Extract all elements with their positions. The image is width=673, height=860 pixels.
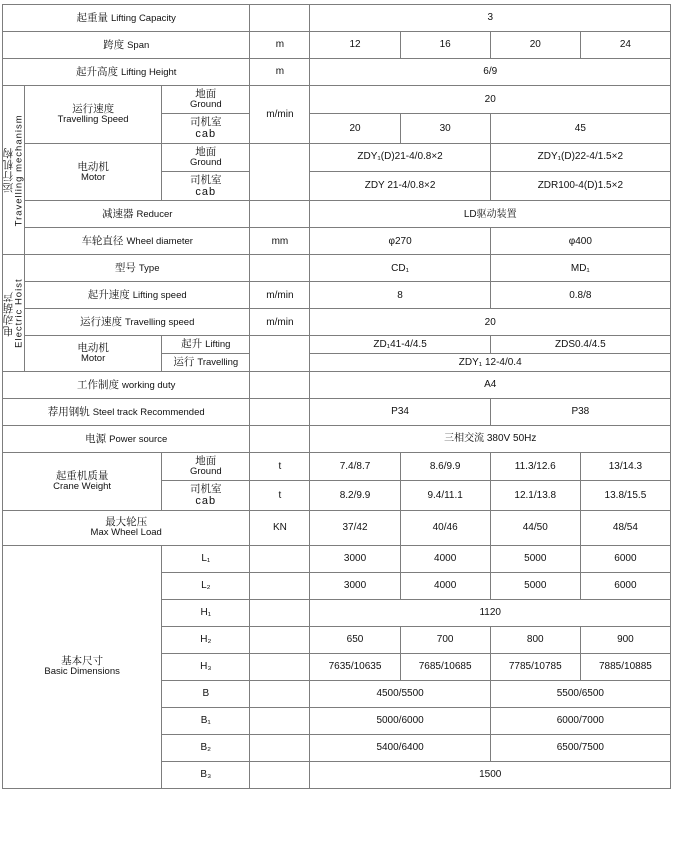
value-power-source: 三相交流 380V 50Hz	[310, 426, 671, 453]
value-hoist-travelling-speed: 20	[310, 309, 671, 336]
value-steel-track-a: P34	[310, 399, 490, 426]
value-reducer: LD驱动装置	[310, 201, 671, 228]
row-label-max-wheel-load: 最大轮压 Max Wheel Load	[3, 510, 250, 545]
sub-label-hoist-motor-lifting: 起升 Lifting	[162, 336, 250, 354]
sub-label-travelling-speed-cab: 司机室 cab	[162, 113, 250, 143]
group-label-hoist-motor: 电动机 Motor	[25, 336, 162, 372]
value-crane-weight-cab-20: 12.1/13.8	[490, 481, 580, 511]
dim-label-H3: H₃	[162, 653, 250, 680]
unit-working-duty	[250, 372, 310, 399]
value-L1-20: 5000	[490, 545, 580, 572]
row-label-lifting-height: 起升高度 Lifting Height	[3, 59, 250, 86]
table-row	[3, 255, 671, 282]
unit-lifting-height: m	[250, 59, 310, 86]
value-H2-12: 650	[310, 626, 400, 653]
table-row	[3, 372, 671, 399]
side-group-basic-dimensions: 基本尺寸 Basic Dimensions	[3, 545, 162, 788]
value-B1-b: 6000/7000	[490, 707, 670, 734]
group-label-travelling-speed: 运行速度 Travelling Speed	[25, 86, 162, 144]
sub-label-travelling-speed-ground: 地面 Ground	[162, 86, 250, 114]
value-travelling-speed-cab-16: 30	[400, 113, 490, 143]
value-travel-motor-ground-a: ZDY₁(D)21-4/0.8×2	[310, 143, 490, 171]
side-group-travelling-mechanism: 运行机构 Travelling mechanism	[3, 86, 25, 255]
value-H2-24: 900	[580, 626, 670, 653]
value-wheel-diameter-a: φ270	[310, 228, 490, 255]
row-label-hoist-type: 型号 Type	[25, 255, 250, 282]
unit-lifting-capacity	[250, 5, 310, 32]
value-travelling-speed-ground: 20	[310, 86, 671, 114]
dim-label-B3: B₃	[162, 761, 250, 788]
value-crane-weight-ground-12: 7.4/8.7	[310, 453, 400, 481]
value-travelling-speed-cab-12: 20	[310, 113, 400, 143]
value-hoist-motor-travelling: ZDY₁ 12-4/0.4	[310, 354, 671, 372]
unit-power-source	[250, 426, 310, 453]
unit-hoist-type	[250, 255, 310, 282]
value-travel-motor-ground-b: ZDY₁(D)22-4/1.5×2	[490, 143, 670, 171]
unit-crane-weight-ground: t	[250, 453, 310, 481]
value-L1-16: 4000	[400, 545, 490, 572]
value-hoist-lifting-speed-a: 8	[310, 282, 490, 309]
unit-dim-B	[250, 680, 310, 707]
value-L2-20: 5000	[490, 572, 580, 599]
value-max-wheel-load-20: 44/50	[490, 510, 580, 545]
value-B2-b: 6500/7500	[490, 734, 670, 761]
value-B-b: 5500/6500	[490, 680, 670, 707]
value-L1-24: 6000	[580, 545, 670, 572]
unit-dim-L1	[250, 545, 310, 572]
group-label-travel-motor: 电动机 Motor	[25, 143, 162, 201]
value-B2-a: 5400/6400	[310, 734, 490, 761]
unit-wheel-diameter: mm	[250, 228, 310, 255]
value-crane-weight-ground-20: 11.3/12.6	[490, 453, 580, 481]
value-steel-track-b: P38	[490, 399, 670, 426]
value-hoist-motor-lifting-b: ZDS0.4/4.5	[490, 336, 670, 354]
value-B-a: 4500/5500	[310, 680, 490, 707]
value-span-20: 20	[490, 32, 580, 59]
value-B1-a: 5000/6000	[310, 707, 490, 734]
crane-specification-table	[2, 4, 671, 789]
value-wheel-diameter-b: φ400	[490, 228, 670, 255]
row-label-steel-track: 荐用钢轨 Steel track Recommended	[3, 399, 250, 426]
table-row	[3, 5, 671, 32]
sub-label-crane-weight-ground: 地面 Ground	[162, 453, 250, 481]
unit-reducer	[250, 201, 310, 228]
value-crane-weight-cab-16: 9.4/11.1	[400, 481, 490, 511]
dim-label-H2: H₂	[162, 626, 250, 653]
row-label-lifting-capacity: 起重量 Lifting Capacity	[3, 5, 250, 32]
value-crane-weight-cab-24: 13.8/15.5	[580, 481, 670, 511]
unit-dim-H3	[250, 653, 310, 680]
value-span-24: 24	[580, 32, 670, 59]
table-row	[3, 32, 671, 59]
unit-span: m	[250, 32, 310, 59]
table-row	[3, 399, 671, 426]
sub-label-hoist-motor-travelling: 运行 Travelling	[162, 354, 250, 372]
sub-label-crane-weight-cab: 司机室 cab	[162, 481, 250, 511]
table-row	[3, 426, 671, 453]
value-H3-12: 7635/10635	[310, 653, 400, 680]
row-label-reducer: 减速器 Reducer	[25, 201, 250, 228]
unit-travel-motor	[250, 143, 310, 201]
table-row	[3, 453, 671, 481]
sub-label-travel-motor-ground: 地面 Ground	[162, 143, 250, 171]
table-row	[3, 336, 671, 354]
unit-dim-B3	[250, 761, 310, 788]
value-span-16: 16	[400, 32, 490, 59]
value-travel-motor-cab-a: ZDY 21-4/0.8×2	[310, 171, 490, 201]
unit-hoist-motor	[250, 336, 310, 372]
value-span-12: 12	[310, 32, 400, 59]
value-H2-16: 700	[400, 626, 490, 653]
dim-label-L1: L₁	[162, 545, 250, 572]
value-hoist-type-a: CD₁	[310, 255, 490, 282]
value-max-wheel-load-24: 48/54	[580, 510, 670, 545]
dim-label-H1: H₁	[162, 599, 250, 626]
group-label-crane-weight: 起重机质量 Crane Weight	[3, 453, 162, 511]
value-B3: 1500	[310, 761, 671, 788]
table-row	[3, 86, 671, 114]
value-crane-weight-ground-24: 13/14.3	[580, 453, 670, 481]
value-max-wheel-load-16: 40/46	[400, 510, 490, 545]
unit-dim-B2	[250, 734, 310, 761]
unit-steel-track	[250, 399, 310, 426]
unit-dim-B1	[250, 707, 310, 734]
value-hoist-lifting-speed-b: 0.8/8	[490, 282, 670, 309]
row-label-span: 跨度 Span	[3, 32, 250, 59]
dim-label-B2: B₂	[162, 734, 250, 761]
table-row	[3, 201, 671, 228]
value-max-wheel-load-12: 37/42	[310, 510, 400, 545]
table-row	[3, 510, 671, 545]
unit-max-wheel-load: KN	[250, 510, 310, 545]
value-L2-16: 4000	[400, 572, 490, 599]
value-lifting-capacity: 3	[310, 5, 671, 32]
value-L1-12: 3000	[310, 545, 400, 572]
dim-label-B1: B₁	[162, 707, 250, 734]
value-crane-weight-ground-16: 8.6/9.9	[400, 453, 490, 481]
table-row	[3, 545, 671, 572]
dim-label-L2: L₂	[162, 572, 250, 599]
unit-dim-H2	[250, 626, 310, 653]
row-label-hoist-travelling-speed: 运行速度 Travelling speed	[25, 309, 250, 336]
value-H2-20: 800	[490, 626, 580, 653]
table-row	[3, 143, 671, 171]
unit-hoist-lifting-speed: m/min	[250, 282, 310, 309]
unit-travelling-speed: m/min	[250, 86, 310, 144]
unit-crane-weight-cab: t	[250, 481, 310, 511]
value-H3-16: 7685/10685	[400, 653, 490, 680]
value-hoist-type-b: MD₁	[490, 255, 670, 282]
table-row	[3, 282, 671, 309]
value-working-duty: A4	[310, 372, 671, 399]
value-hoist-motor-lifting-a: ZD₁41-4/4.5	[310, 336, 490, 354]
value-lifting-height: 6/9	[310, 59, 671, 86]
row-label-power-source: 电源 Power source	[3, 426, 250, 453]
value-travelling-speed-cab-20: 45	[490, 113, 670, 143]
value-crane-weight-cab-12: 8.2/9.9	[310, 481, 400, 511]
value-L2-12: 3000	[310, 572, 400, 599]
value-travel-motor-cab-b: ZDR100-4(D)1.5×2	[490, 171, 670, 201]
side-group-electric-hoist: 电动葫芦 Electric Hoist	[3, 255, 25, 372]
value-H3-24: 7885/10885	[580, 653, 670, 680]
value-L2-24: 6000	[580, 572, 670, 599]
table-row	[3, 59, 671, 86]
row-label-hoist-lifting-speed: 起升速度 Lifting speed	[25, 282, 250, 309]
value-H1: 1120	[310, 599, 671, 626]
unit-dim-L2	[250, 572, 310, 599]
table-row	[3, 309, 671, 336]
table-row	[3, 228, 671, 255]
dim-label-B: B	[162, 680, 250, 707]
unit-hoist-travelling-speed: m/min	[250, 309, 310, 336]
row-label-working-duty: 工作制度 working duty	[3, 372, 250, 399]
row-label-wheel-diameter: 车轮直径 Wheel diameter	[25, 228, 250, 255]
unit-dim-H1	[250, 599, 310, 626]
value-H3-20: 7785/10785	[490, 653, 580, 680]
sub-label-travel-motor-cab: 司机室 cab	[162, 171, 250, 201]
